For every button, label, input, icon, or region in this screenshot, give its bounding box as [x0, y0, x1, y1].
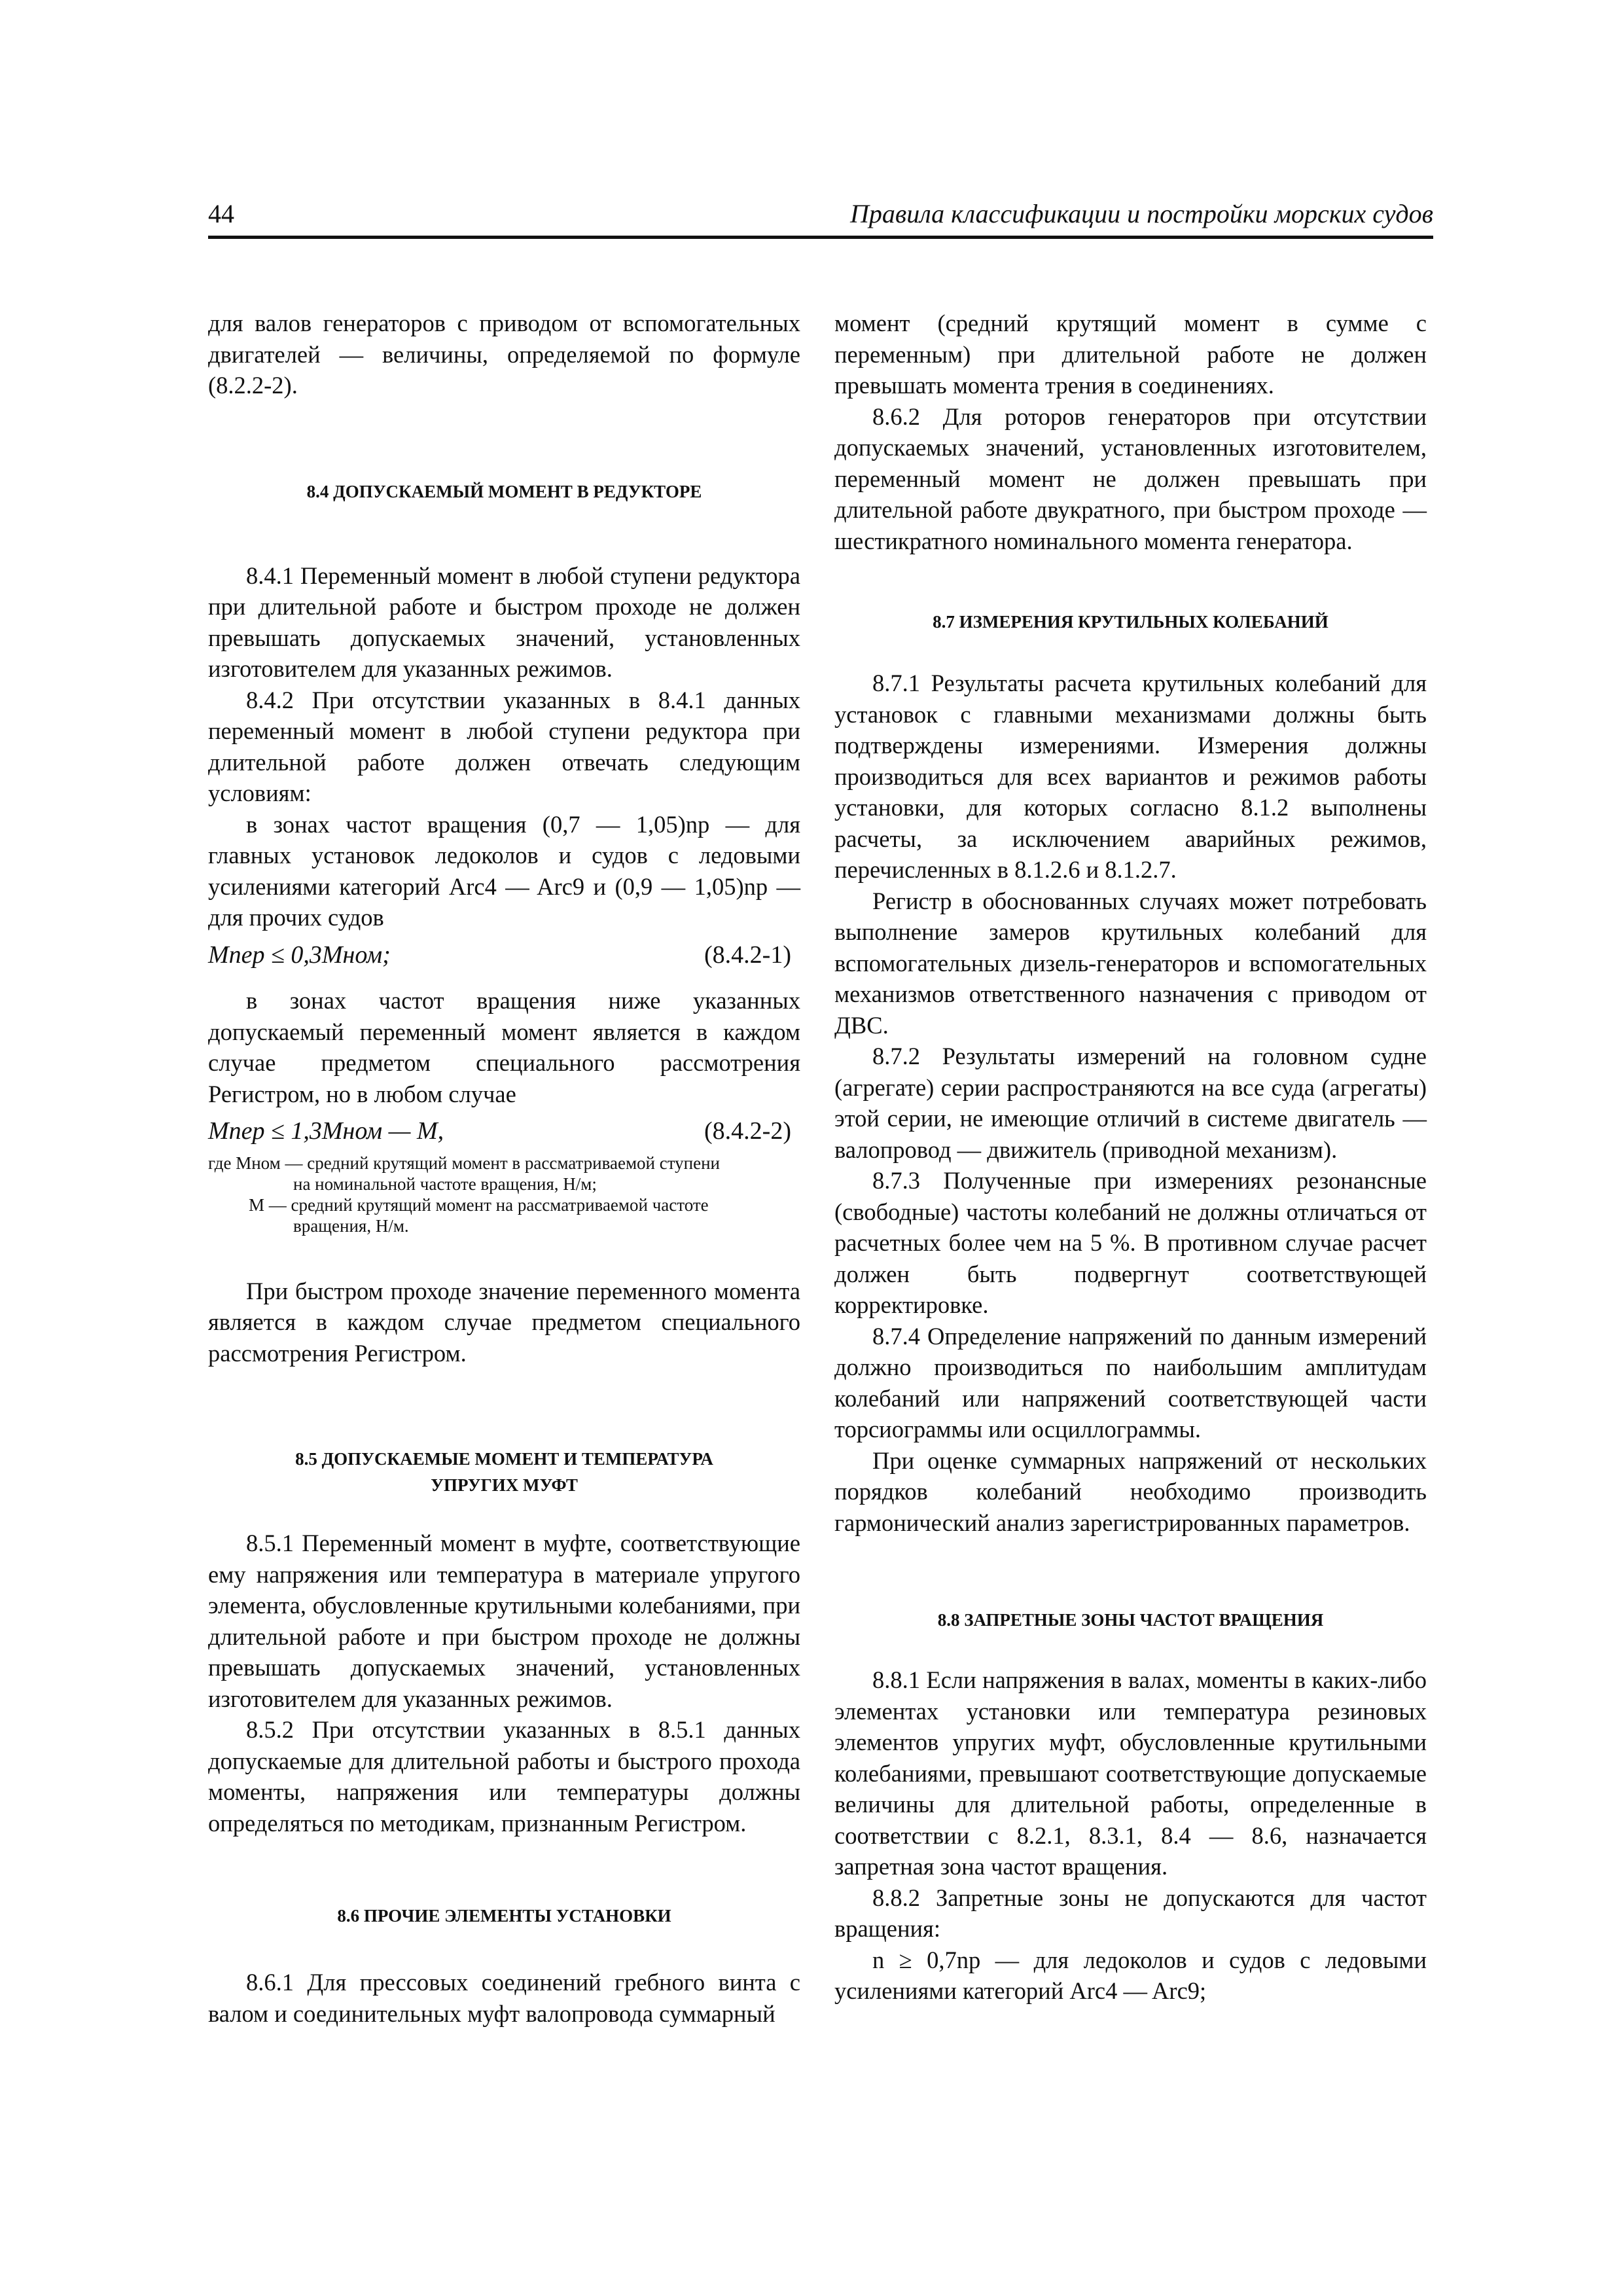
paragraph-8-5-2: 8.5.2 При отсутствии указанных в 8.5.1 данных допускаемые для длительной работы и быстрого прохода моменты, напряжения или температуры должны определяться по методикам, признанным Регистром. — [208, 1716, 800, 1837]
formula-8-4-2-1 — [208, 940, 800, 971]
paragraph-8-7-2: 8.7.2 Результаты измерений на головном судне (агрегате) серии распространяются на все суда (агрегаты) этой серии, не имеющие отличий в системе двигатель — валопровод — движитель (приводной механизм). — [834, 1043, 1427, 1163]
paragraph-8-7-4-b: При оценке суммарных напряжений от нескольких порядков колебаний необходимо производить гармонический анализ зарегистрированных параметров. — [834, 1446, 1427, 1536]
paragraph-8-7-1: 8.7.1 Результаты расчета крутильных колебаний для установок с главными механизмами должны быть подтверждены измерениями. Измерения должны производиться для всех вариантов и режимов работы установки, для которых согласно 8.1.2 выполнены расчеты, за исключением аварийных режимов, перечисленных в 8.1.2.6 и 8.1.2.7. — [834, 670, 1427, 883]
right-column — [834, 308, 1427, 2007]
note-line: M — средний крутящий момент на рассматриваемой частоте — [249, 1194, 709, 1215]
paragraph-8-4-2-b: в зонах частот вращения ниже указанных допускаемый переменный момент является в каждом случае предметом специального рассмотрения Регистром, но в любом случае — [208, 987, 800, 1107]
section-8-8-title: 8.8 ЗАПРЕТНЫЕ ЗОНЫ ЧАСТОТ ВРАЩЕНИЯ — [937, 1610, 1324, 1630]
formula-8-4-2-2 — [208, 1116, 800, 1147]
paragraph-8-4-2-a: в зонах частот вращения (0,7 — 1,05)nр — для главных установок ледоколов и судов с ледовыми усилениями категорий Arc4 — Arc9 и (0,9 — 1,05)nр — для прочих судов — [208, 810, 800, 931]
note-line: вращения, Н/м. — [293, 1215, 409, 1236]
paragraph-8-5-1: 8.5.1 Переменный момент в муфте, соответствующие ему напряжения или температура в материале упругого элемента, обусловленные крутильными колебаниями, при длительной работе и при быстром проходе не должны превышать допускаемых значений, установленных изготовителем для указанных режимов. — [208, 1530, 800, 1712]
section-8-4-title: 8.4 ДОПУСКАЕМЫЙ МОМЕНТ В РЕДУКТОРЕ — [306, 481, 702, 501]
formula-note — [208, 1153, 800, 1236]
formula-number: (8.4.2-1) — [704, 941, 791, 969]
formula-expression: Mпер ≤ 1,3Mном — M, — [208, 1117, 444, 1145]
left-column — [208, 308, 800, 2029]
paragraph-8-6-1: 8.6.1 Для прессовых соединений гребного винта с валом и соединительных муфт валопровода суммарный — [208, 1969, 800, 2027]
note-line: на номинальной частоте вращения, Н/м; — [293, 1174, 597, 1194]
paragraph-8-4-1: 8.4.1 Переменный момент в любой ступени редуктора при длительной работе и быстром проходе не должен превышать допускаемых значений, установленных изготовителем для указанных режимов. — [208, 562, 800, 682]
note-line: где Mном — средний крутящий момент в рассматриваемой ступени — [208, 1153, 720, 1173]
paragraph-8-4-2: 8.4.2 При отсутствии указанных в 8.4.1 данных переменный момент в любой ступени редуктора при длительной работе должен отвечать следующим условиям: — [208, 686, 800, 806]
paragraph-8-7-4: 8.7.4 Определение напряжений по данным измерений должно производиться по наибольшим амплитудам колебаний или напряжений соответствующей части торсиограммы или осциллограммы. — [834, 1322, 1427, 1443]
section-8-6-title: 8.6 ПРОЧИЕ ЭЛЕМЕНТЫ УСТАНОВКИ — [337, 1906, 671, 1926]
paragraph-8-8-1: 8.8.1 Если напряжения в валах, моменты в каких-либо элементах установки или температура резиновых элементов упругих муфт, обусловленные крутильными колебаниями, превышают соответствующие допускаемые величины для длительной работы, определенные в соответствии с 8.2.1, 8.3.1, 8.4 — 8.6, назначается запретная зона частот вращения. — [834, 1666, 1427, 1880]
paragraph-8-7-3: 8.7.3 Полученные при измерениях резонансные (свободные) частоты колебаний не должны отличаться от расчетных более чем на 5 %. В противном случае расчет должен быть подвергнут соответствующей корректировке. — [834, 1167, 1427, 1318]
running-title: Правила классификации и постройки морских судов — [849, 199, 1433, 228]
section-8-5-title-line2: УПРУГИХ МУФТ — [431, 1475, 578, 1495]
paragraph-intro: для валов генераторов с приводом от вспомогательных двигателей — величины, определяемой по формуле (8.2.2-2). — [208, 310, 800, 399]
paragraph-continued: момент (средний крутящий момент в сумме с переменным) при длительной работе не должен превышать момента трения в соединениях. — [834, 310, 1427, 399]
page-number: 44 — [208, 199, 234, 228]
paragraph-8-6-2: 8.6.2 Для роторов генераторов при отсутствии допускаемых значений, установленных изготовителем, переменный момент не должен превышать при длительной работе двукратного, при быстром проходе — шестикратного номинального момента генератора. — [834, 403, 1427, 554]
formula-expression: Mпер ≤ 0,3Mном; — [208, 941, 391, 969]
section-8-5-title: 8.5 ДОПУСКАЕМЫЕ МОМЕНТ И ТЕМПЕРАТУРА — [295, 1449, 713, 1469]
paragraph-8-8-2: 8.8.2 Запретные зоны не допускаются для частот вращения: — [834, 1884, 1427, 1942]
section-8-7-title: 8.7 ИЗМЕРЕНИЯ КРУТИЛЬНЫХ КОЛЕБАНИЙ — [933, 612, 1329, 632]
paragraph-8-7-1-b: Регистр в обоснованных случаях может потребовать выполнение замеров крутильных колебаний для вспомогательных дизель-генераторов и вспомогательных механизмов ответственного назначения с приводом от ДВС. — [834, 887, 1427, 1039]
paragraph-fast-passage: При быстром проходе значение переменного момента является в каждом случае предметом специального рассмотрения Регистром. — [208, 1277, 800, 1367]
paragraph-8-8-2-a: n ≥ 0,7nр — для ледоколов и судов с ледовыми усилениями категорий Arc4 — Arc9; — [834, 1946, 1427, 2004]
page-header — [208, 196, 1433, 239]
formula-number: (8.4.2-2) — [704, 1117, 791, 1145]
